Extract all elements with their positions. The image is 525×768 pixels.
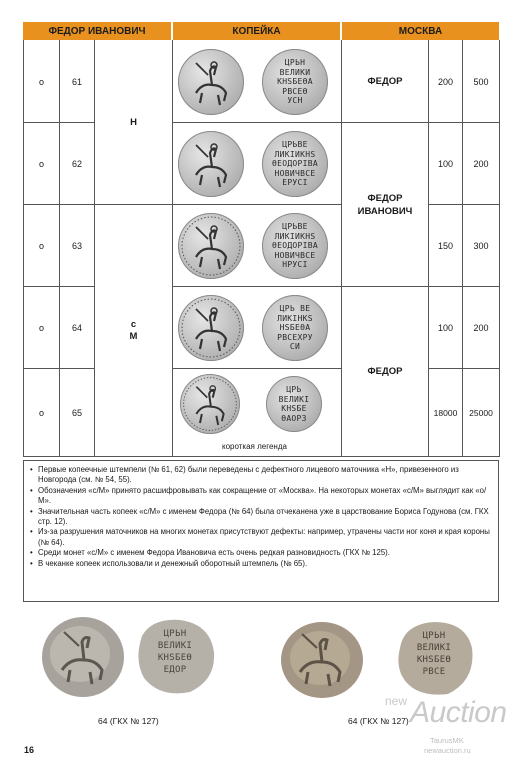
- mint-mark-sm-bottom: М: [129, 330, 138, 342]
- photo-2-caption: 64 (ГКХ № 127): [348, 716, 409, 726]
- short-legend-label: короткая легенда: [222, 442, 287, 451]
- row-63-price-2: 300: [473, 240, 489, 251]
- note-item: • Обозначения «с/М» принято расшифровывать как сокращение от «Москва». На некоторых монетах «с/М» выглядит как «о/М».: [30, 486, 492, 507]
- watermark-sub-1: TaurusMK: [430, 736, 464, 745]
- row-62-price-2: 200: [473, 158, 489, 169]
- row-64-price-2: 200: [473, 322, 489, 333]
- row-61-price-1: 200: [437, 76, 454, 87]
- reverse-61-line: ВЕЛИКИ: [279, 67, 311, 77]
- row-61-number: 61: [71, 76, 82, 87]
- photo-1-inscription-line: КНЅБЕӨ: [157, 653, 193, 663]
- header-col-denomination: [173, 22, 340, 40]
- reverse-62-line: ӨЕОДОРІВА: [271, 159, 319, 169]
- reverse-63-line: НОВИЧВСЕ: [274, 250, 316, 260]
- coin-62-reverse: [262, 131, 328, 197]
- watermark-sub-2: newauction.ru: [424, 746, 471, 755]
- reverse-63-line: ЦРЬВЕ: [282, 222, 308, 232]
- coin-64-obverse: [178, 295, 244, 361]
- reverse-64-line: НЅБЕӨА: [279, 323, 311, 333]
- row-63-mark: о: [38, 240, 44, 251]
- name-group-line-2: ИВАНОВИЧ: [357, 205, 413, 217]
- photo-2-inscription-line: РВСЕ: [422, 667, 446, 677]
- reverse-65-line: ВЕЛИКІ: [278, 394, 310, 404]
- header-col-ruler: [23, 22, 171, 40]
- reverse-63-line: НРУСІ: [282, 260, 308, 270]
- reverse-63-line: ЛИКІИКНЅ: [274, 231, 316, 241]
- photo-2-inscription-line: ЦРЬН: [422, 631, 446, 641]
- header-denomination-label: КОПЕЙКА: [232, 25, 281, 37]
- photo-1-caption: 64 (ГКХ № 127): [98, 716, 159, 726]
- header-col-mint: [342, 22, 499, 40]
- page-number: 16: [24, 745, 35, 755]
- coin-64-reverse: [262, 295, 328, 361]
- reverse-62-line: ЛИКІИКНЅ: [274, 149, 316, 159]
- rider-icon: [40, 614, 126, 700]
- reverse-64-line: РВСЕХРУ: [277, 332, 313, 342]
- photo-2-inscription-line: ВЕЛИКІ: [416, 643, 452, 653]
- rider-icon: [178, 295, 244, 361]
- row-62-price-1: 100: [437, 158, 454, 169]
- row-65-number: 65: [71, 407, 82, 418]
- note-item: • В чеканке копеек использовали и денежный оборотный штемпель (№ 65).: [30, 559, 492, 569]
- mint-mark-sm-top: с: [130, 318, 137, 330]
- photo-1-inscription-line: ЦРЬН: [163, 629, 187, 639]
- reverse-64-line: ЛИКІНКЅ: [277, 313, 313, 323]
- rider-icon: [178, 213, 244, 279]
- row-65-price-2: 25000: [469, 407, 493, 418]
- name-group-line-1: ФЕДОР: [367, 192, 403, 204]
- row-64-mark: о: [38, 322, 44, 333]
- row-64-number: 64: [71, 322, 82, 333]
- row-62-mark: о: [38, 158, 44, 169]
- coin-63-obverse: [178, 213, 244, 279]
- coin-62-obverse: [178, 131, 244, 197]
- name-row-61: ФЕДОР: [367, 76, 403, 87]
- note-item: • Значительная часть копеек «с/М» с именем Федора (№ 64) была отчеканена уже в царствование Бориса Годунова (см. ГКХ стр. 12).: [30, 507, 492, 528]
- rider-icon: [178, 49, 244, 115]
- watermark-brand: Auction: [410, 696, 507, 729]
- coin-65-reverse: [266, 376, 322, 432]
- rider-icon: [280, 620, 364, 700]
- row-63-price-1: 150: [437, 240, 454, 251]
- reverse-65-line: ЦРЬ: [286, 385, 302, 394]
- name-group-fedor-ivanovich: [342, 123, 428, 286]
- reverse-62-line: НОВИЧВСЕ: [274, 168, 316, 178]
- photo-coin-2-reverse: [392, 618, 476, 698]
- photo-coin-1-obverse: [40, 614, 126, 700]
- photo-coin-2-obverse: [280, 620, 364, 700]
- coin-61-obverse: [178, 49, 244, 115]
- reverse-61-line: УСН: [287, 96, 303, 106]
- reverse-63-line: ӨЕОДОРІВА: [271, 241, 319, 251]
- header-mint-label: МОСКВА: [398, 25, 443, 37]
- reverse-64-line: ЦРЬ ВЕ: [279, 304, 311, 314]
- coin-61-reverse: [262, 49, 328, 115]
- row-64-price-1: 100: [437, 322, 454, 333]
- note-item: • Первые копеечные штемпели (№ 61, 62) были переведены с дефектного лицевого маточника «Н», привезенного из Новгорода (см. № 54, 55).: [30, 465, 492, 486]
- mint-mark-sm: [95, 205, 172, 456]
- row-61-mark: о: [38, 76, 44, 87]
- reverse-61-line: ЦРЬН: [284, 58, 306, 68]
- coin-65-obverse: [180, 374, 240, 434]
- name-lower-group: ФЕДОР: [367, 366, 403, 377]
- rider-icon: [180, 374, 240, 434]
- coin-63-reverse: [262, 213, 328, 279]
- row-65-mark: о: [38, 407, 44, 418]
- photo-coin-1-reverse: [132, 616, 218, 696]
- watermark-brand-small: new: [385, 694, 408, 708]
- rider-icon: [178, 131, 244, 197]
- mint-mark-n: Н: [130, 117, 137, 128]
- note-item: • Из-за разрушения маточников на многих монетах присутствуют дефекты: например, утрачены части ног коня и края короны (№ 64).: [30, 527, 492, 548]
- row-65-price-1: 18000: [433, 407, 458, 418]
- row-61-price-2: 500: [473, 76, 489, 87]
- row-62-number: 62: [71, 158, 82, 169]
- reverse-62-line: ЦРЬВЕ: [282, 140, 308, 150]
- row-63-number: 63: [71, 240, 82, 251]
- photo-1-inscription-line: ЕДОР: [163, 665, 187, 675]
- reverse-61-line: РВСЕӨ: [282, 86, 308, 96]
- reverse-64-line: СИ: [289, 342, 301, 352]
- header-ruler-label: ФЕДОР ИВАНОВИЧ: [48, 25, 146, 37]
- reverse-65-line: КНЅБЕ: [281, 404, 307, 413]
- reverse-61-line: КНЅБЕӨА: [277, 77, 313, 87]
- reverse-65-line: ӨАОРЗ: [281, 413, 307, 423]
- photo-2-inscription-line: КНЅБЕӨ: [416, 655, 452, 665]
- note-item: • Среди монет «с/М» с именем Федора Ивановича есть очень редкая разновидность (ГКХ № 125).: [30, 548, 492, 558]
- notes-box: [23, 460, 499, 602]
- reverse-62-line: ЕРУСІ: [282, 178, 308, 188]
- photo-1-inscription-line: ВЕЛИКІ: [157, 641, 193, 651]
